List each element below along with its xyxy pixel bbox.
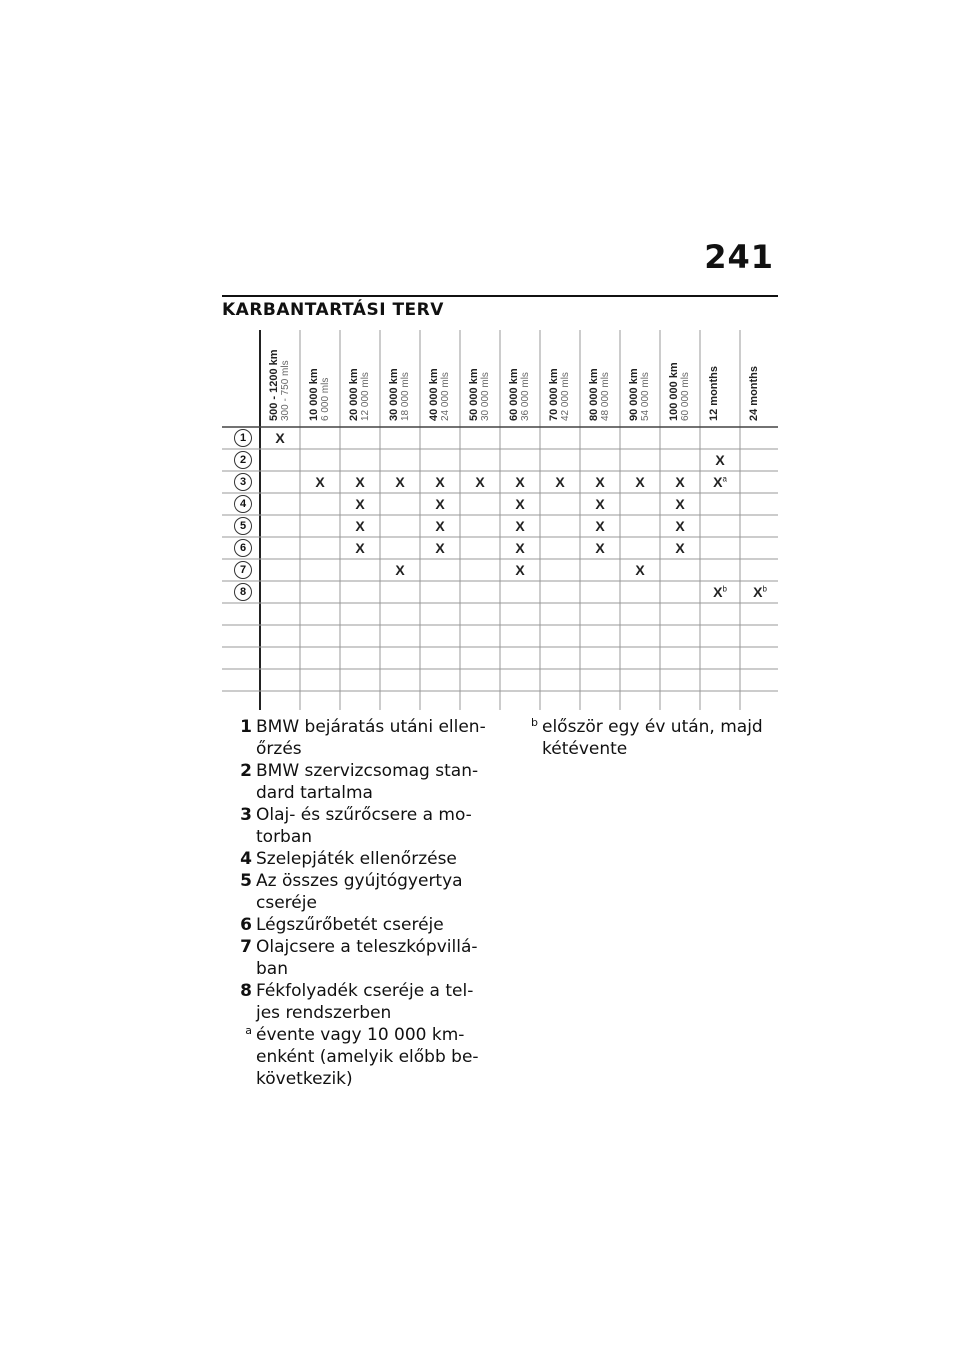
- schedule-mark: X: [435, 540, 445, 556]
- column-header: [748, 366, 760, 421]
- schedule-mark: X: [595, 540, 605, 556]
- row-number-circle: 7: [234, 561, 252, 579]
- legend-text-line: kétévente: [542, 739, 628, 759]
- schedule-mark: X: [355, 496, 365, 512]
- legend-text-line: BMW bejáratás utáni ellen-: [256, 717, 486, 737]
- column-header-km: 50 000 km: [468, 368, 480, 421]
- column-header-km: 40 000 km: [428, 368, 440, 421]
- column-header-mls: 6 000 mls: [320, 377, 331, 421]
- legend-key: 5: [240, 871, 252, 891]
- column-header-km: 30 000 km: [388, 368, 400, 421]
- schedule-mark: X: [515, 562, 525, 578]
- schedule-mark: X: [275, 430, 285, 446]
- legend-item: [222, 716, 492, 760]
- maintenance-schedule-table: [222, 330, 778, 710]
- legend-key: 3: [240, 805, 252, 825]
- legend-left: [222, 716, 492, 1090]
- page-title: KARBANTARTÁSI TERV: [222, 300, 444, 320]
- column-header-km: 12 months: [708, 365, 720, 421]
- schedule-mark: X: [675, 496, 685, 512]
- legend-text-line: következik): [256, 1069, 353, 1089]
- schedule-mark: X: [475, 474, 485, 490]
- column-header: [588, 368, 611, 421]
- column-header: [348, 368, 371, 421]
- column-header-mls: 12 000 mls: [360, 372, 371, 421]
- legend-item: [222, 1024, 492, 1090]
- legend-item: [222, 870, 492, 914]
- legend-text-line: Olaj- és szűrőcsere a mo-: [256, 805, 472, 825]
- column-header: [548, 368, 571, 421]
- schedule-mark: X: [315, 474, 325, 490]
- schedule-mark: $X^b$: [713, 584, 727, 600]
- column-header: [268, 349, 291, 421]
- column-header: [468, 368, 491, 421]
- column-header-mls: 30 000 mls: [480, 372, 491, 421]
- legend-text-line: Olajcsere a teleszkópvillá-: [256, 937, 478, 957]
- schedule-mark: X: [595, 474, 605, 490]
- schedule-mark: $X^a$: [713, 474, 727, 490]
- schedule-mark: X: [515, 540, 525, 556]
- column-header-mls: 24 000 mls: [440, 372, 451, 421]
- column-header: [628, 368, 651, 421]
- row-number-circle: 4: [234, 495, 252, 513]
- legend-text-line: Szelepjáték ellenőrzése: [256, 849, 457, 869]
- legend-key: b: [531, 716, 538, 729]
- row-number-circle: 1: [234, 429, 252, 447]
- legend-item: [222, 848, 492, 870]
- column-header-km: 500 - 1200 km: [268, 349, 280, 421]
- schedule-mark: X: [635, 474, 645, 490]
- schedule-mark: X: [395, 562, 405, 578]
- column-header: [428, 368, 451, 421]
- schedule-mark: X: [515, 496, 525, 512]
- legend-key: 4: [240, 849, 252, 869]
- legend-text-line: őrzés: [256, 739, 302, 759]
- legend-item: [508, 716, 778, 760]
- legend-key: 6: [240, 915, 252, 935]
- column-header-km: 24 months: [748, 365, 760, 421]
- row-number-circle: 8: [234, 583, 252, 601]
- legend-key: 7: [240, 937, 252, 957]
- legend-key: 8: [240, 981, 252, 1001]
- schedule-mark: X: [515, 518, 525, 534]
- row-number-circle: 2: [234, 451, 252, 469]
- schedule-mark: X: [395, 474, 405, 490]
- legend-item: [222, 804, 492, 848]
- legend-item: [222, 760, 492, 804]
- column-header: [388, 368, 411, 421]
- schedule-mark: $X^b$: [753, 584, 767, 600]
- column-header-km: 90 000 km: [628, 368, 640, 421]
- column-header-mls: 54 000 mls: [640, 372, 651, 421]
- column-header-mls: 36 000 mls: [520, 372, 531, 421]
- legend-key: 1: [240, 717, 252, 737]
- column-header-km: 80 000 km: [588, 368, 600, 421]
- schedule-mark: X: [355, 474, 365, 490]
- column-header: [308, 368, 331, 421]
- schedule-mark: X: [715, 452, 725, 468]
- column-header-mls: 18 000 mls: [400, 372, 411, 421]
- legend-key: 2: [240, 761, 252, 781]
- schedule-mark: X: [435, 496, 445, 512]
- column-header-mls: 42 000 mls: [560, 372, 571, 421]
- header-rule: [222, 295, 778, 297]
- column-header-km: 100 000 km: [668, 362, 680, 421]
- footnote-marker: b: [722, 584, 727, 594]
- footnote-marker: a: [722, 474, 727, 484]
- schedule-grid: [222, 330, 778, 710]
- legend-item: [222, 914, 492, 936]
- column-header-km: 70 000 km: [548, 368, 560, 421]
- legend-key: a: [245, 1024, 252, 1037]
- legend-text-line: Az összes gyújtógyertya: [256, 871, 463, 891]
- legend-item: [222, 936, 492, 980]
- schedule-mark: X: [435, 474, 445, 490]
- column-header: [668, 362, 691, 421]
- schedule-mark: X: [675, 518, 685, 534]
- column-header: [708, 366, 720, 421]
- column-header-km: 20 000 km: [348, 368, 360, 421]
- schedule-mark: X: [675, 474, 685, 490]
- schedule-mark: X: [355, 518, 365, 534]
- row-number-circle: 3: [234, 473, 252, 491]
- legend-text-line: Légszűrőbetét cseréje: [256, 915, 444, 935]
- legend-text-line: dard tartalma: [256, 783, 373, 803]
- legend-text-line: ban: [256, 959, 288, 979]
- legend-text-line: először egy év után, majd: [542, 717, 763, 737]
- legend-text-line: jes rendszerben: [256, 1003, 392, 1023]
- legend-text-line: enként (amelyik előbb be-: [256, 1047, 479, 1067]
- schedule-mark: X: [355, 540, 365, 556]
- page-number: 241: [704, 238, 774, 276]
- legend-text-line: cseréje: [256, 893, 317, 913]
- column-header-mls: 60 000 mls: [680, 372, 691, 421]
- column-header-km: 60 000 km: [508, 368, 520, 421]
- schedule-mark: X: [515, 474, 525, 490]
- column-header-mls: 300 - 750 mls: [280, 360, 291, 421]
- schedule-mark: X: [595, 518, 605, 534]
- schedule-mark: X: [555, 474, 565, 490]
- footnote-marker: b: [762, 584, 767, 594]
- column-header: [508, 368, 531, 421]
- legend-text-line: BMW szervizcsomag stan-: [256, 761, 479, 781]
- legend-text-line: évente vagy 10 000 km-: [256, 1025, 465, 1045]
- row-number-circle: 5: [234, 517, 252, 535]
- legend-right: [508, 716, 778, 760]
- legend-text-line: Fékfolyadék cseréje a tel-: [256, 981, 474, 1001]
- schedule-mark: X: [635, 562, 645, 578]
- schedule-mark: X: [435, 518, 445, 534]
- row-number-circle: 6: [234, 539, 252, 557]
- schedule-mark: X: [675, 540, 685, 556]
- schedule-mark: X: [595, 496, 605, 512]
- column-header-mls: 48 000 mls: [600, 372, 611, 421]
- legend-item: [222, 980, 492, 1024]
- column-header-km: 10 000 km: [308, 368, 320, 421]
- legend-text-line: torban: [256, 827, 313, 847]
